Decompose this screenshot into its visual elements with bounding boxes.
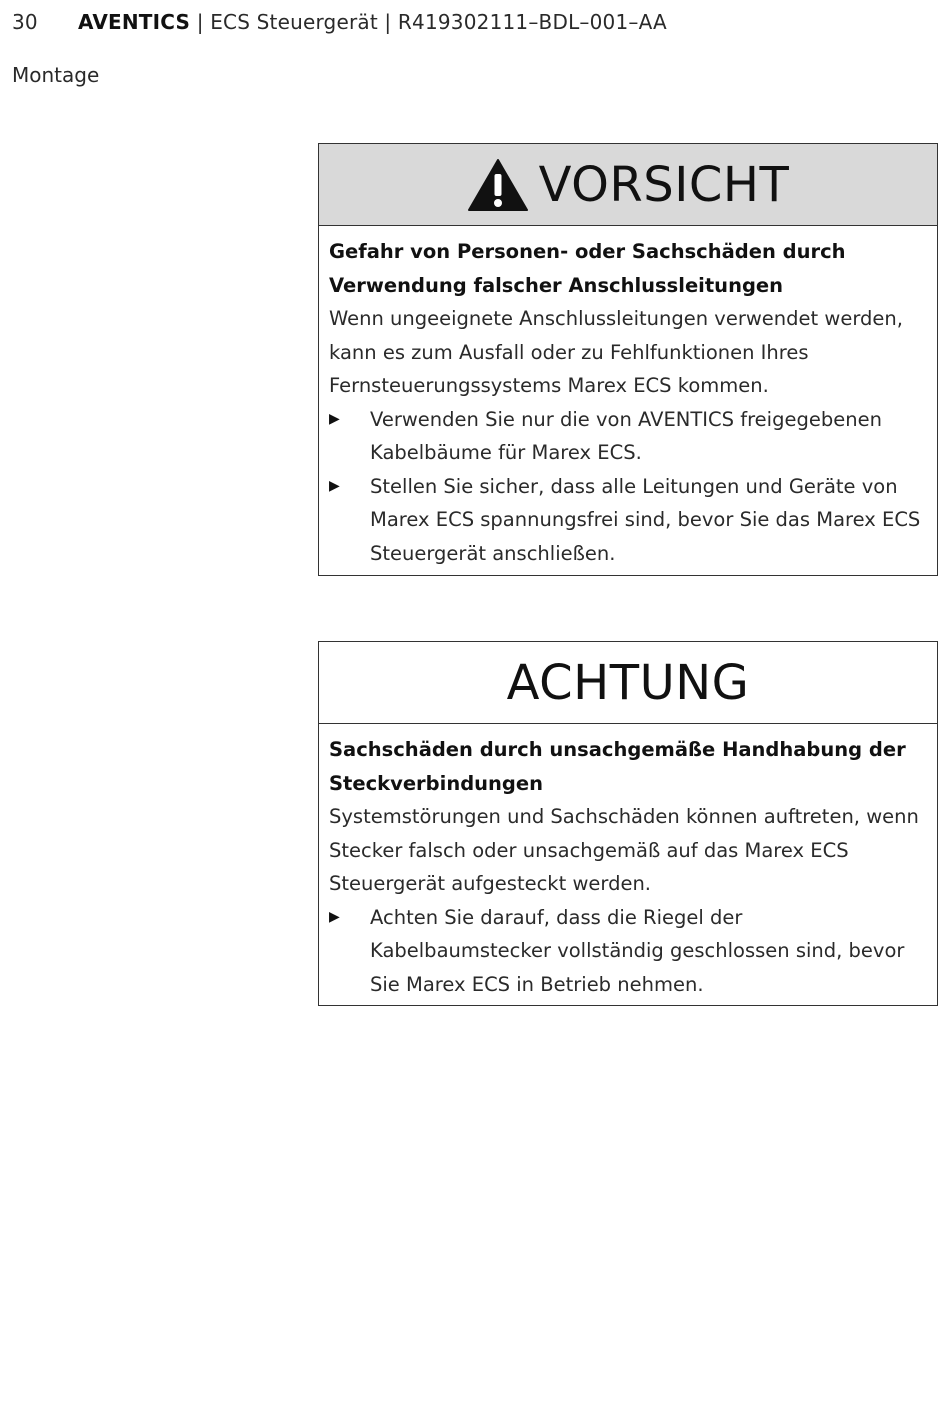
list-item: ▶ Achten Sie darauf, dass die Riegel der Kabelbaumstecker vollständig geschlossen sind, bevor Sie Marex ECS in Betrieb nehmen.	[329, 901, 927, 1002]
notice-header	[319, 642, 937, 724]
notice-box	[318, 641, 938, 1006]
section-label: Montage	[12, 63, 100, 87]
bullet-arrow-icon: ▶	[329, 477, 340, 494]
caution-instructions	[329, 403, 927, 571]
caution-body	[319, 226, 937, 580]
notice-instructions	[329, 901, 927, 1002]
caution-box	[318, 143, 938, 576]
list-item: ▶ Verwenden Sie nur die von AVENTICS freigegebenen Kabelbäume für Marex ECS.	[329, 403, 927, 470]
document-title: ECS Steuergerät | R419302111–BDL–001–AA	[210, 10, 667, 34]
bullet-arrow-icon: ▶	[329, 410, 340, 427]
page-number: 30	[12, 10, 38, 34]
list-item: ▶ Stellen Sie sicher, dass alle Leitungen und Geräte von Marex ECS spannungsfrei sind, bevor Sie das Marex ECS Steuergerät anschließen.	[329, 470, 927, 571]
bullet-arrow-icon: ▶	[329, 908, 340, 925]
caution-header	[319, 144, 937, 226]
notice-title: ACHTUNG	[506, 654, 750, 711]
notice-heading: Sachschäden durch unsachgemäße Handhabung der Steckverbindungen	[329, 738, 906, 795]
caution-heading: Gefahr von Personen- oder Sachschäden durch Verwendung falscher Anschlussleitungen	[329, 240, 846, 297]
notice-body	[319, 724, 937, 1011]
header-separator: |	[190, 10, 211, 34]
notice-text: Systemstörungen und Sachschäden können auftreten, wenn Stecker falsch oder unsachgemäß auf das Marex ECS Steuergerät aufgesteckt werden.	[329, 805, 919, 895]
page-header	[12, 10, 667, 34]
warning-triangle-icon	[467, 158, 529, 212]
caution-title: VORSICHT	[538, 156, 790, 213]
caution-text: Wenn ungeeignete Anschlussleitungen verwendet werden, kann es zum Ausfall oder zu Fehlfunktionen Ihres Fernsteuerungssystems Marex ECS kommen.	[329, 307, 903, 397]
brand-name: AVENTICS	[78, 10, 191, 34]
